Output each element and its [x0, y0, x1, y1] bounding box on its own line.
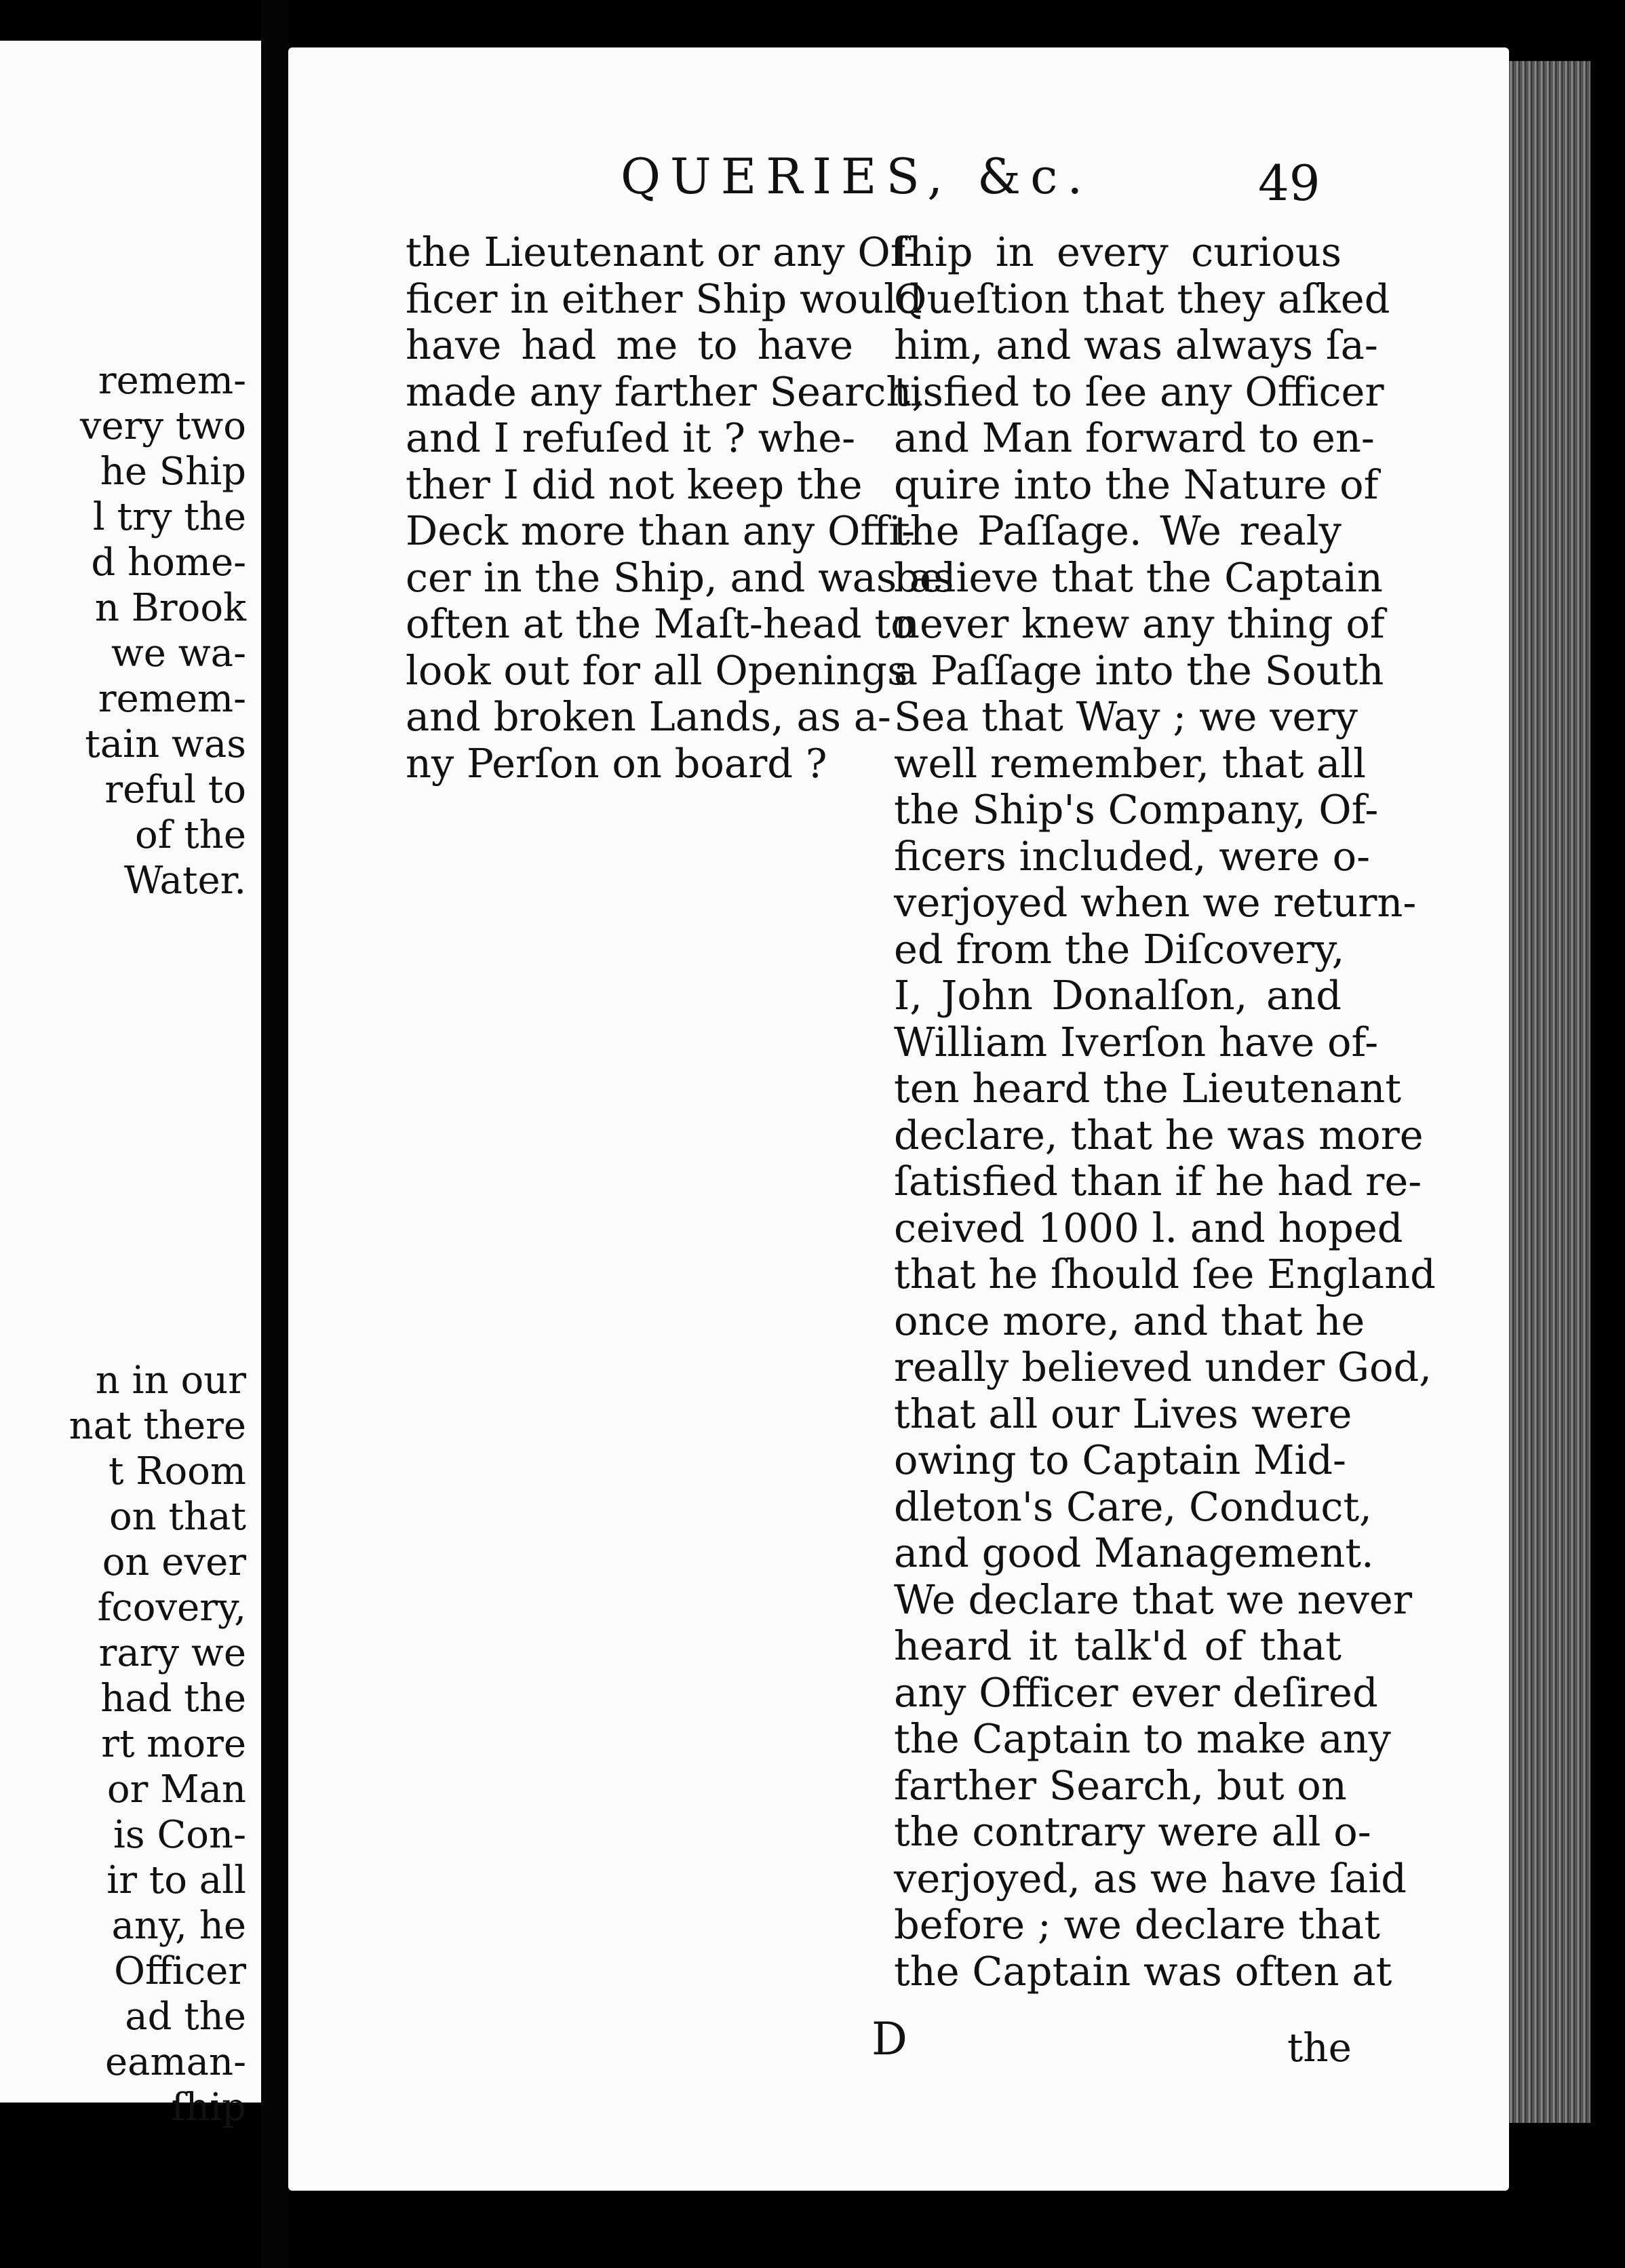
text-line: the Captain to make any — [894, 1715, 1392, 1762]
text-line: William Iverſon have of- — [894, 1018, 1379, 1065]
text-line: quire into the Nature of — [894, 461, 1379, 508]
page-edges — [1509, 61, 1590, 2123]
text-line: ceived 1000 l. and hoped — [894, 1204, 1403, 1251]
text-line: and good Management. — [894, 1529, 1374, 1576]
facing-page-line: reful to — [104, 768, 246, 812]
facing-page-line: of the — [135, 813, 246, 857]
facing-page-line: fcovery, — [97, 1586, 246, 1630]
text-line: ſatisfied than if he had re- — [894, 1158, 1422, 1205]
text-line: once more, and that he — [894, 1297, 1365, 1344]
text-line: farther Search, but on — [894, 1761, 1347, 1809]
text-line: verjoyed, as we have ſaid — [894, 1854, 1407, 1902]
facing-page-line — [69, 1040, 246, 1085]
facing-page-line: or Man — [106, 1767, 246, 1812]
facing-page-line: remem- — [98, 677, 246, 721]
facing-page-line: ir to all — [106, 1858, 246, 1902]
text-line: really believed under God, — [894, 1344, 1432, 1390]
facing-page-line: t Room — [109, 1449, 246, 1493]
facing-page-line: rary we — [98, 1631, 246, 1675]
facing-page-line: rt more — [101, 1722, 246, 1766]
text-line: any Officer ever deſired — [894, 1668, 1378, 1716]
facing-page-line: is Con- — [113, 1813, 246, 1857]
text-line: We declare that we never — [894, 1576, 1413, 1623]
facing-page-line — [69, 994, 246, 1040]
facing-page-line: tain was — [85, 722, 246, 766]
text-line: and I refuſed it ? whe- — [406, 414, 856, 461]
facing-page-line — [69, 1176, 246, 1221]
facing-page-line — [69, 1085, 246, 1131]
text-line: never knew any thing of — [894, 600, 1385, 647]
text-line: I, John Donalſon, and — [894, 972, 1342, 1019]
facing-page-line — [69, 1267, 246, 1312]
text-line: the Lieutenant or any Of- — [406, 229, 918, 275]
text-line: believe that the Captain — [894, 553, 1383, 601]
text-line: before ; we declare that — [894, 1901, 1380, 1948]
facing-page-line: l try the — [92, 495, 246, 539]
facing-page-line: n in our — [95, 1358, 246, 1403]
text-line: Sea that Way ; we very — [894, 693, 1358, 740]
facing-page-line — [69, 1221, 246, 1267]
text-line: a Paſſage into the South — [894, 646, 1384, 694]
facing-page-line — [69, 903, 246, 949]
text-line: look out for all Openings — [406, 646, 908, 694]
facing-page-line: Officer — [114, 1949, 246, 1993]
facing-page-line — [69, 1312, 246, 1358]
text-column-left — [406, 229, 954, 787]
facing-page-line: on that — [109, 1495, 246, 1539]
text-line: the Ship's Company, Of- — [894, 786, 1379, 833]
text-line: ther I did not keep the — [406, 461, 863, 508]
text-line: him, and was always ſa- — [894, 321, 1378, 368]
text-line: Queſtion that they aſked — [894, 275, 1390, 322]
text-line: made any farther Search, — [406, 368, 925, 415]
facing-page-line: ad the — [125, 1995, 246, 2039]
text-line: that all our Lives were — [894, 1390, 1352, 1437]
text-line: declare, that he was more — [894, 1111, 1424, 1158]
facing-page-line: very two — [79, 404, 246, 448]
text-line: Deck more than any Offi- — [406, 507, 916, 554]
facing-page-line: remem- — [98, 359, 246, 403]
book-gutter — [261, 0, 288, 2268]
text-line: ten heard the Lieutenant — [894, 1065, 1402, 1112]
facing-page-line: ſhip — [171, 2086, 246, 2130]
text-line: the Paſſage. We realy — [894, 507, 1342, 554]
text-column-right — [894, 229, 1436, 1995]
facing-page-line: d home- — [91, 541, 246, 585]
signature-mark: D — [872, 2013, 907, 2065]
text-line: ficer in either Ship would — [406, 275, 922, 322]
text-line: ed from the Diſcovery, — [894, 925, 1345, 973]
text-line: heard it talk'd of that — [894, 1622, 1342, 1669]
facing-page-line: had the — [100, 1677, 246, 1721]
facing-page-line: eaman- — [104, 2040, 246, 2084]
text-line: that he ſhould ſee England — [894, 1251, 1436, 1297]
text-line: dleton's Care, Conduct, — [894, 1483, 1372, 1530]
facing-page-line: n Brook — [94, 586, 246, 630]
catchword: the — [1287, 2025, 1352, 2071]
text-line: owing to Captain Mid- — [894, 1436, 1346, 1483]
text-line: have had me to have — [406, 321, 853, 368]
facing-page-line: any, he — [111, 1904, 246, 1948]
page-number: 49 — [1258, 155, 1320, 212]
facing-page-text — [69, 358, 246, 2130]
facing-page-line: Water. — [123, 859, 246, 903]
text-line: the contrary were all o- — [894, 1808, 1371, 1855]
facing-page-line — [69, 1131, 246, 1176]
facing-page-line: he Ship — [100, 450, 246, 494]
text-line: tisfied to ſee any Officer — [894, 368, 1384, 415]
text-line: ficers included, were o- — [894, 832, 1371, 880]
text-line: and broken Lands, as a- — [406, 693, 891, 740]
text-line: ſhip in every curious — [894, 229, 1342, 275]
text-line: ny Perſon on board ? — [406, 739, 827, 787]
running-head: QUERIES, &c. — [621, 148, 1093, 205]
text-line: verjoyed when we return- — [894, 879, 1417, 926]
facing-page-line — [69, 949, 246, 994]
facing-page-line: on ever — [102, 1540, 246, 1584]
text-line: the Captain was often at — [894, 1947, 1392, 1995]
facing-page-line: we wa- — [111, 631, 246, 676]
text-line: cer in the Ship, and was as — [406, 553, 954, 601]
text-line: often at the Maſt-head to — [406, 600, 915, 647]
facing-page-left — [0, 41, 261, 2130]
text-line: well remember, that all — [894, 739, 1367, 787]
text-line: and Man forward to en- — [894, 414, 1375, 461]
facing-page-line: nat there — [68, 1404, 246, 1448]
